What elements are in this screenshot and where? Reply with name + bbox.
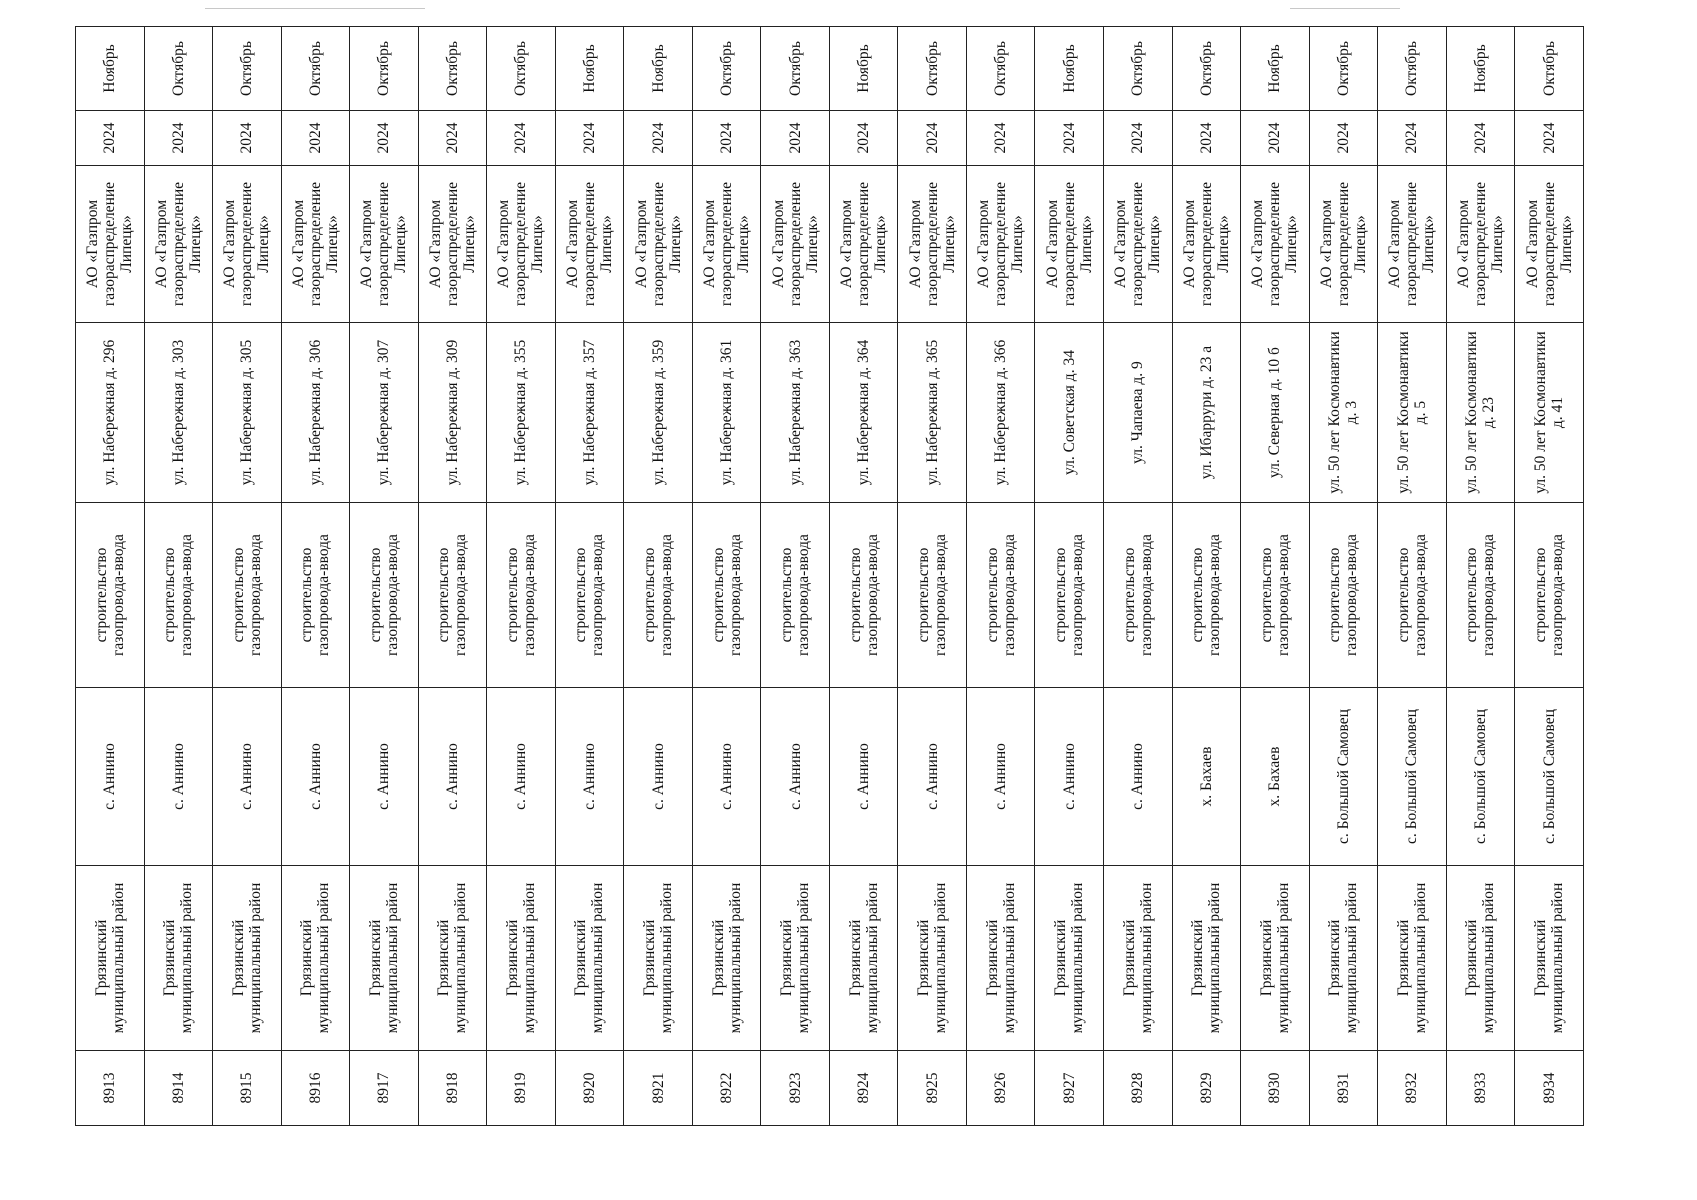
month-cell: Октябрь: [1172, 27, 1241, 111]
organization-cell: АО «Газпром газораспределение Липецк»: [144, 166, 213, 323]
year-cell: 2024: [1309, 111, 1378, 166]
year-cell: 2024: [1241, 111, 1310, 166]
address-cell: ул. 50 лет Космонавтики д. 5: [1378, 323, 1447, 503]
organization-cell: АО «Газпром газораспределение Липецк»: [1035, 166, 1104, 323]
table-body: [76, 27, 1584, 1126]
month-cell: Октябрь: [281, 27, 350, 111]
table-row: [213, 27, 282, 1126]
work-type-cell: строительство газопровода-ввода: [1515, 503, 1584, 688]
row-number-cell: 8913: [76, 1051, 145, 1126]
table-row: [1378, 27, 1447, 1126]
month-cell: Октябрь: [213, 27, 282, 111]
table-row: [418, 27, 487, 1126]
row-number-cell: 8926: [966, 1051, 1035, 1126]
month-cell: Октябрь: [761, 27, 830, 111]
year-cell: 2024: [418, 111, 487, 166]
address-cell: ул. Набережная д. 303: [144, 323, 213, 503]
organization-cell: АО «Газпром газораспределение Липецк»: [1378, 166, 1447, 323]
month-cell: Октябрь: [1378, 27, 1447, 111]
locality-cell: с. Аннино: [1035, 688, 1104, 866]
work-type-cell: строительство газопровода-ввода: [829, 503, 898, 688]
year-cell: 2024: [692, 111, 761, 166]
address-cell: ул. 50 лет Космонавтики д. 41: [1515, 323, 1584, 503]
address-cell: ул. Чапаева д. 9: [1103, 323, 1172, 503]
row-number-cell: 8928: [1103, 1051, 1172, 1126]
month-cell: Ноябрь: [555, 27, 624, 111]
locality-cell: х. Бахаев: [1172, 688, 1241, 866]
row-number-cell: 8921: [624, 1051, 693, 1126]
district-cell: Грязинский муниципальный район: [1378, 866, 1447, 1051]
work-type-cell: строительство газопровода-ввода: [213, 503, 282, 688]
district-cell: Грязинский муниципальный район: [1241, 866, 1310, 1051]
year-cell: 2024: [281, 111, 350, 166]
address-cell: ул. Набережная д. 305: [213, 323, 282, 503]
table-row: [692, 27, 761, 1126]
row-number-cell: 8930: [1241, 1051, 1310, 1126]
table-row: [1172, 27, 1241, 1126]
year-cell: 2024: [555, 111, 624, 166]
organization-cell: АО «Газпром газораспределение Липецк»: [1446, 166, 1515, 323]
table-row: [1103, 27, 1172, 1126]
organization-cell: АО «Газпром газораспределение Липецк»: [966, 166, 1035, 323]
locality-cell: х. Бахаев: [1241, 688, 1310, 866]
district-cell: Грязинский муниципальный район: [624, 866, 693, 1051]
locality-cell: с. Аннино: [829, 688, 898, 866]
table-row: [144, 27, 213, 1126]
locality-cell: с. Аннино: [213, 688, 282, 866]
table-row: [1446, 27, 1515, 1126]
year-cell: 2024: [487, 111, 556, 166]
work-type-cell: строительство газопровода-ввода: [1172, 503, 1241, 688]
table-row: [281, 27, 350, 1126]
locality-cell: с. Аннино: [624, 688, 693, 866]
row-number-cell: 8920: [555, 1051, 624, 1126]
year-cell: 2024: [1035, 111, 1104, 166]
row-number-cell: 8933: [1446, 1051, 1515, 1126]
table-row: [1035, 27, 1104, 1126]
work-type-cell: строительство газопровода-ввода: [418, 503, 487, 688]
scan-artifact-left: [205, 8, 425, 9]
table-row: [761, 27, 830, 1126]
locality-cell: с. Аннино: [1103, 688, 1172, 866]
year-cell: 2024: [761, 111, 830, 166]
district-cell: Грязинский муниципальный район: [281, 866, 350, 1051]
table-row: [829, 27, 898, 1126]
organization-cell: АО «Газпром газораспределение Липецк»: [350, 166, 419, 323]
year-cell: 2024: [898, 111, 967, 166]
row-number-cell: 8931: [1309, 1051, 1378, 1126]
district-cell: Грязинский муниципальный район: [1172, 866, 1241, 1051]
table-row: [898, 27, 967, 1126]
district-cell: Грязинский муниципальный район: [555, 866, 624, 1051]
work-type-cell: строительство газопровода-ввода: [76, 503, 145, 688]
year-cell: 2024: [350, 111, 419, 166]
locality-cell: с. Аннино: [350, 688, 419, 866]
locality-cell: с. Большой Самовец: [1446, 688, 1515, 866]
month-cell: Ноябрь: [1241, 27, 1310, 111]
work-type-cell: строительство газопровода-ввода: [1309, 503, 1378, 688]
month-cell: Октябрь: [966, 27, 1035, 111]
row-number-cell: 8925: [898, 1051, 967, 1126]
row-number-cell: 8919: [487, 1051, 556, 1126]
row-number-cell: 8916: [281, 1051, 350, 1126]
organization-cell: АО «Газпром газораспределение Липецк»: [555, 166, 624, 323]
address-cell: ул. Набережная д. 365: [898, 323, 967, 503]
year-cell: 2024: [624, 111, 693, 166]
organization-cell: АО «Газпром газораспределение Липецк»: [76, 166, 145, 323]
address-cell: ул. Набережная д. 306: [281, 323, 350, 503]
organization-cell: АО «Газпром газораспределение Липецк»: [692, 166, 761, 323]
row-number-cell: 8934: [1515, 1051, 1584, 1126]
organization-cell: АО «Газпром газораспределение Липецк»: [1241, 166, 1310, 323]
work-type-cell: строительство газопровода-ввода: [555, 503, 624, 688]
month-cell: Октябрь: [1515, 27, 1584, 111]
month-cell: Октябрь: [1309, 27, 1378, 111]
address-cell: ул. 50 лет Космонавтики д. 23: [1446, 323, 1515, 503]
locality-cell: с. Аннино: [487, 688, 556, 866]
address-cell: ул. Набережная д. 309: [418, 323, 487, 503]
district-cell: Грязинский муниципальный район: [1309, 866, 1378, 1051]
table-row: [350, 27, 419, 1126]
address-cell: ул. Набережная д. 363: [761, 323, 830, 503]
gasification-schedule-table: [75, 26, 1584, 1126]
table-row: [1241, 27, 1310, 1126]
organization-cell: АО «Газпром газораспределение Липецк»: [761, 166, 830, 323]
address-cell: ул. Советская д. 34: [1035, 323, 1104, 503]
month-cell: Октябрь: [418, 27, 487, 111]
work-type-cell: строительство газопровода-ввода: [1378, 503, 1447, 688]
district-cell: Грязинский муниципальный район: [829, 866, 898, 1051]
table-row: [76, 27, 145, 1126]
address-cell: ул. Северная д. 10 б: [1241, 323, 1310, 503]
work-type-cell: строительство газопровода-ввода: [692, 503, 761, 688]
year-cell: 2024: [966, 111, 1035, 166]
organization-cell: АО «Газпром газораспределение Липецк»: [213, 166, 282, 323]
district-cell: Грязинский муниципальный район: [761, 866, 830, 1051]
month-cell: Октябрь: [1103, 27, 1172, 111]
work-type-cell: строительство газопровода-ввода: [898, 503, 967, 688]
locality-cell: с. Аннино: [555, 688, 624, 866]
year-cell: 2024: [1446, 111, 1515, 166]
address-cell: ул. Набережная д. 364: [829, 323, 898, 503]
table-row: [624, 27, 693, 1126]
organization-cell: АО «Газпром газораспределение Липецк»: [624, 166, 693, 323]
locality-cell: с. Аннино: [281, 688, 350, 866]
address-cell: ул. Ибаррури д. 23 а: [1172, 323, 1241, 503]
district-cell: Грязинский муниципальный район: [692, 866, 761, 1051]
row-number-cell: 8924: [829, 1051, 898, 1126]
address-cell: ул. Набережная д. 307: [350, 323, 419, 503]
month-cell: Октябрь: [692, 27, 761, 111]
district-cell: Грязинский муниципальный район: [1035, 866, 1104, 1051]
row-number-cell: 8914: [144, 1051, 213, 1126]
row-number-cell: 8927: [1035, 1051, 1104, 1126]
year-cell: 2024: [829, 111, 898, 166]
row-number-cell: 8929: [1172, 1051, 1241, 1126]
row-number-cell: 8915: [213, 1051, 282, 1126]
organization-cell: АО «Газпром газораспределение Липецк»: [1515, 166, 1584, 323]
address-cell: ул. Набережная д. 366: [966, 323, 1035, 503]
district-cell: Грязинский муниципальный район: [144, 866, 213, 1051]
organization-cell: АО «Газпром газораспределение Липецк»: [1309, 166, 1378, 323]
year-cell: 2024: [213, 111, 282, 166]
district-cell: Грязинский муниципальный район: [966, 866, 1035, 1051]
row-number-cell: 8922: [692, 1051, 761, 1126]
locality-cell: с. Аннино: [761, 688, 830, 866]
locality-cell: с. Аннино: [144, 688, 213, 866]
month-cell: Октябрь: [350, 27, 419, 111]
work-type-cell: строительство газопровода-ввода: [761, 503, 830, 688]
year-cell: 2024: [1378, 111, 1447, 166]
address-cell: ул. Набережная д. 361: [692, 323, 761, 503]
address-cell: ул. 50 лет Космонавтики д. 3: [1309, 323, 1378, 503]
district-cell: Грязинский муниципальный район: [1446, 866, 1515, 1051]
month-cell: Октябрь: [487, 27, 556, 111]
organization-cell: АО «Газпром газораспределение Липецк»: [281, 166, 350, 323]
work-type-cell: строительство газопровода-ввода: [1241, 503, 1310, 688]
work-type-cell: строительство газопровода-ввода: [1035, 503, 1104, 688]
year-cell: 2024: [1515, 111, 1584, 166]
locality-cell: с. Аннино: [692, 688, 761, 866]
table-row: [487, 27, 556, 1126]
year-cell: 2024: [1103, 111, 1172, 166]
work-type-cell: строительство газопровода-ввода: [281, 503, 350, 688]
table-row: [1309, 27, 1378, 1126]
month-cell: Октябрь: [898, 27, 967, 111]
work-type-cell: строительство газопровода-ввода: [966, 503, 1035, 688]
work-type-cell: строительство газопровода-ввода: [487, 503, 556, 688]
district-cell: Грязинский муниципальный район: [418, 866, 487, 1051]
district-cell: Грязинский муниципальный район: [487, 866, 556, 1051]
row-number-cell: 8932: [1378, 1051, 1447, 1126]
year-cell: 2024: [76, 111, 145, 166]
district-cell: Грязинский муниципальный район: [76, 866, 145, 1051]
month-cell: Ноябрь: [829, 27, 898, 111]
work-type-cell: строительство газопровода-ввода: [144, 503, 213, 688]
address-cell: ул. Набережная д. 296: [76, 323, 145, 503]
locality-cell: с. Большой Самовец: [1515, 688, 1584, 866]
locality-cell: с. Большой Самовец: [1309, 688, 1378, 866]
district-cell: Грязинский муниципальный район: [213, 866, 282, 1051]
table-row: [966, 27, 1035, 1126]
locality-cell: с. Аннино: [966, 688, 1035, 866]
work-type-cell: строительство газопровода-ввода: [350, 503, 419, 688]
district-cell: Грязинский муниципальный район: [1103, 866, 1172, 1051]
month-cell: Ноябрь: [1446, 27, 1515, 111]
month-cell: Октябрь: [144, 27, 213, 111]
month-cell: Ноябрь: [1035, 27, 1104, 111]
district-cell: Грязинский муниципальный район: [350, 866, 419, 1051]
locality-cell: с. Аннино: [76, 688, 145, 866]
row-number-cell: 8923: [761, 1051, 830, 1126]
locality-cell: с. Аннино: [418, 688, 487, 866]
row-number-cell: 8917: [350, 1051, 419, 1126]
organization-cell: АО «Газпром газораспределение Липецк»: [1103, 166, 1172, 323]
row-number-cell: 8918: [418, 1051, 487, 1126]
address-cell: ул. Набережная д. 359: [624, 323, 693, 503]
year-cell: 2024: [144, 111, 213, 166]
address-cell: ул. Набережная д. 355: [487, 323, 556, 503]
work-type-cell: строительство газопровода-ввода: [1103, 503, 1172, 688]
district-cell: Грязинский муниципальный район: [898, 866, 967, 1051]
month-cell: Ноябрь: [624, 27, 693, 111]
address-cell: ул. Набережная д. 357: [555, 323, 624, 503]
organization-cell: АО «Газпром газораспределение Липецк»: [898, 166, 967, 323]
work-type-cell: строительство газопровода-ввода: [624, 503, 693, 688]
locality-cell: с. Аннино: [898, 688, 967, 866]
district-cell: Грязинский муниципальный район: [1515, 866, 1584, 1051]
month-cell: Ноябрь: [76, 27, 145, 111]
table-row: [555, 27, 624, 1126]
organization-cell: АО «Газпром газораспределение Липецк»: [487, 166, 556, 323]
organization-cell: АО «Газпром газораспределение Липецк»: [1172, 166, 1241, 323]
work-type-cell: строительство газопровода-ввода: [1446, 503, 1515, 688]
table-row: [1515, 27, 1584, 1126]
organization-cell: АО «Газпром газораспределение Липецк»: [418, 166, 487, 323]
locality-cell: с. Большой Самовец: [1378, 688, 1447, 866]
year-cell: 2024: [1172, 111, 1241, 166]
scan-artifact-right: [1290, 8, 1400, 9]
organization-cell: АО «Газпром газораспределение Липецк»: [829, 166, 898, 323]
